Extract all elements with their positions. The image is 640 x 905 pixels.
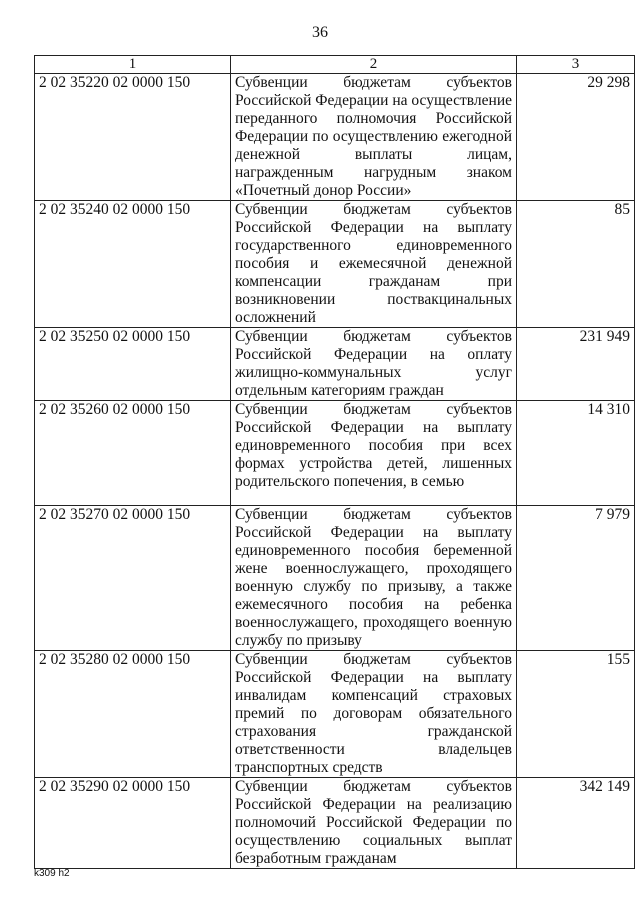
row-code: 2 02 35250 02 0000 150 xyxy=(35,328,231,401)
table-header-row xyxy=(35,56,635,74)
row-code: 2 02 35240 02 0000 150 xyxy=(35,201,231,328)
column-header-code: 1 xyxy=(35,56,231,74)
table-row xyxy=(35,74,635,201)
row-description: Субвенции бюджетам субъектов Российской Федерации на оплату жилищно-коммунальных услуг отдельным категориям граждан xyxy=(231,328,517,401)
table-row xyxy=(35,506,635,651)
row-code: 2 02 35290 02 0000 150 xyxy=(35,778,231,869)
row-amount: 342 149 xyxy=(517,778,635,869)
row-amount: 231 949 xyxy=(517,328,635,401)
row-description: Субвенции бюджетам субъектов Российской Федерации на осуществление переданного полномочия Российской Федерации по осуществлению ежегодной денежной выплаты лицам, награжденным нагрудным знаком «Почетный донор России» xyxy=(231,74,517,201)
table-row xyxy=(35,651,635,778)
page-number: 36 xyxy=(312,24,328,41)
table-row xyxy=(35,778,635,869)
row-code: 2 02 35260 02 0000 150 xyxy=(35,401,231,506)
row-code: 2 02 35220 02 0000 150 xyxy=(35,74,231,201)
row-description: Субвенции бюджетам субъектов Российской Федерации на выплату государственного единовременного пособия и ежемесячной денежной компенсации гражданам при возникновении поствакцинальных осложнений xyxy=(231,201,517,328)
row-amount: 85 xyxy=(517,201,635,328)
footer-document-code: k309 h2 xyxy=(34,868,70,879)
table-row xyxy=(35,328,635,401)
row-description: Субвенции бюджетам субъектов Российской Федерации на реализацию полномочий Российской Федерации по осуществлению социальных выплат безработным гражданам xyxy=(231,778,517,869)
table-row xyxy=(35,201,635,328)
row-code: 2 02 35280 02 0000 150 xyxy=(35,651,231,778)
row-code: 2 02 35270 02 0000 150 xyxy=(35,506,231,651)
row-description: Субвенции бюджетам субъектов Российской Федерации на выплату единовременного пособия при всех формах устройства детей, лишенных родительского попечения, в семью xyxy=(231,401,517,506)
row-amount: 29 298 xyxy=(517,74,635,201)
row-description: Субвенции бюджетам субъектов Российской Федерации на выплату единовременного пособия беременной жене военнослужащего, проходящего военную службу по призыву, а также ежемесячного пособия на ребенка военнослужащего, проходящего военную службу по призыву xyxy=(231,506,517,651)
column-header-description: 2 xyxy=(231,56,517,74)
budget-table xyxy=(34,55,635,869)
row-amount: 155 xyxy=(517,651,635,778)
column-header-amount: 3 xyxy=(517,56,635,74)
table-row xyxy=(35,401,635,506)
row-amount: 14 310 xyxy=(517,401,635,506)
row-amount: 7 979 xyxy=(517,506,635,651)
row-description: Субвенции бюджетам субъектов Российской Федерации на выплату инвалидам компенсаций страховых премий по договорам обязательного страхования гражданской ответственности владельцев транспортных средств xyxy=(231,651,517,778)
